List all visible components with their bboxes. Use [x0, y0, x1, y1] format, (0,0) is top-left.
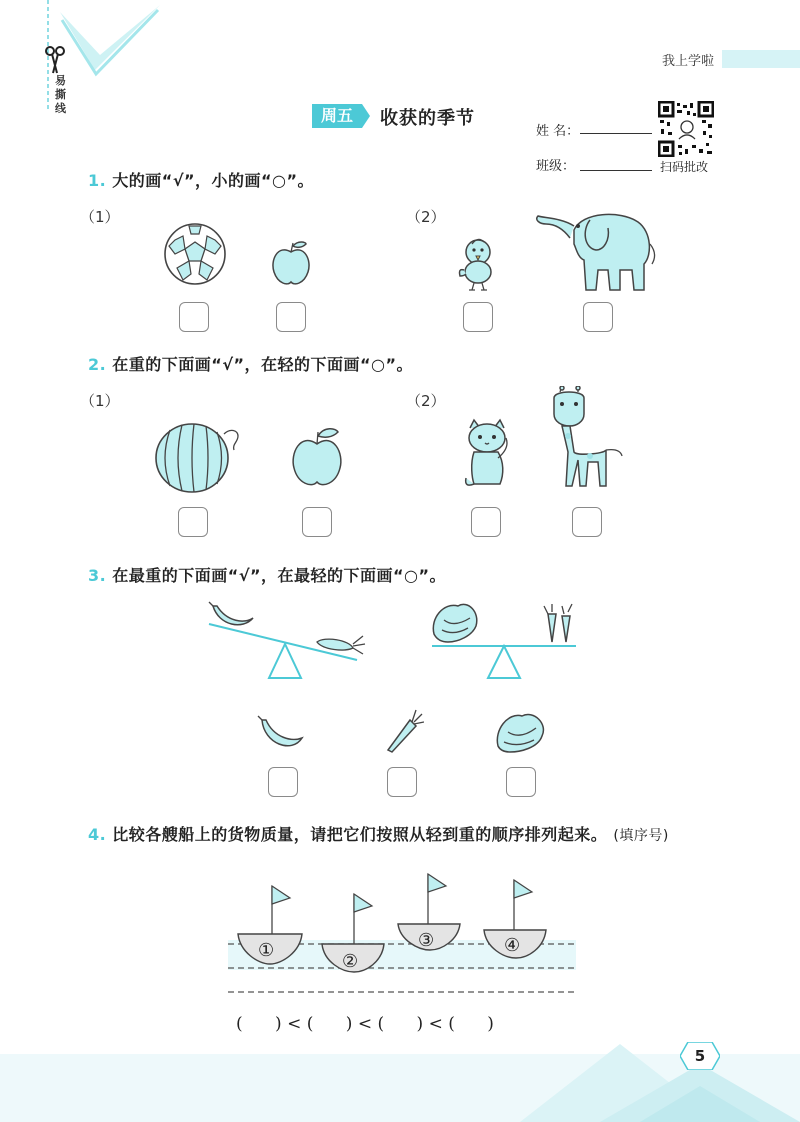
- question-1: [88, 168, 314, 191]
- carrot-image: [382, 708, 424, 754]
- name-field[interactable]: [580, 133, 652, 134]
- chick-image: [458, 236, 500, 292]
- page-number-badge: [680, 1042, 720, 1070]
- corner-check-decoration: [0, 0, 180, 110]
- cat-image: [460, 418, 516, 492]
- answer-box-cabbage[interactable]: [506, 767, 536, 797]
- tear-line-label: 易撕线: [55, 74, 66, 115]
- question-2: [88, 352, 413, 375]
- question-1-number: 1.: [88, 171, 107, 190]
- giraffe-image: [548, 386, 628, 492]
- question-3-text: 在最重的下面画“√”，在最轻的下面画“○”。: [112, 566, 446, 585]
- boat-label-2: ②: [342, 951, 359, 972]
- seesaw-left-image: [205, 596, 385, 686]
- question-4-note: (填序号): [613, 828, 669, 844]
- lesson-title: 收获的季节: [380, 108, 475, 129]
- answer-box-chick[interactable]: [463, 302, 493, 332]
- q1-sub-label-2: （2）: [406, 208, 446, 226]
- answer-box-carrot[interactable]: [387, 767, 417, 797]
- banana-image: [256, 714, 306, 754]
- answer-box-big-apple[interactable]: [302, 507, 332, 537]
- day-tag-text: 周五: [320, 106, 353, 125]
- name-label: 姓 名：: [536, 124, 580, 139]
- order-answer-line[interactable]: ( ) < ( ) < ( ) < ( ): [236, 1014, 494, 1034]
- question-4-text: 比较各艘船上的货物质量，请把它们按照从轻到重的顺序排列起来。: [112, 825, 608, 844]
- elephant-image: [534, 204, 658, 296]
- class-label: 班级：: [536, 159, 576, 174]
- question-2-text: 在重的下面画“√”，在轻的下面画“○”。: [112, 355, 413, 374]
- seesaw-right-image: [430, 598, 580, 684]
- answer-box-soccer-ball[interactable]: [179, 302, 209, 332]
- question-4: [88, 822, 669, 845]
- answer-box-elephant[interactable]: [583, 302, 613, 332]
- soccer-ball-image: [163, 222, 227, 286]
- class-field[interactable]: [580, 170, 652, 171]
- qr-caption: 扫码批改: [660, 160, 709, 174]
- boats-scene: [226, 868, 578, 998]
- page-number: 5: [694, 1047, 706, 1065]
- answer-box-watermelon[interactable]: [178, 507, 208, 537]
- q2-sub-label-1: （1）: [80, 392, 120, 410]
- question-3: [88, 563, 446, 586]
- question-2-number: 2.: [88, 355, 107, 374]
- cabbage-image: [494, 706, 548, 754]
- q2-sub-label-2: （2）: [406, 392, 446, 410]
- question-3-number: 3.: [88, 566, 107, 585]
- question-1-text: 大的画“√”，小的画“○”。: [112, 171, 314, 190]
- scissors-icon: [44, 45, 66, 75]
- small-apple-image: [268, 240, 314, 288]
- answer-box-cat[interactable]: [471, 507, 501, 537]
- boat-label-1: ①: [258, 940, 275, 961]
- series-label: 我上学啦: [662, 54, 715, 69]
- day-tag: [312, 104, 370, 128]
- watermelon-image: [154, 418, 244, 496]
- q1-sub-label-1: （1）: [80, 208, 120, 226]
- boat-label-4: ④: [504, 935, 521, 956]
- question-4-number: 4.: [88, 825, 107, 844]
- answer-box-giraffe[interactable]: [572, 507, 602, 537]
- series-label-band: [722, 50, 800, 68]
- qr-code-icon[interactable]: [658, 101, 714, 157]
- answer-box-banana[interactable]: [268, 767, 298, 797]
- boat-label-3: ③: [418, 930, 435, 951]
- big-apple-image: [288, 426, 346, 490]
- answer-box-small-apple[interactable]: [276, 302, 306, 332]
